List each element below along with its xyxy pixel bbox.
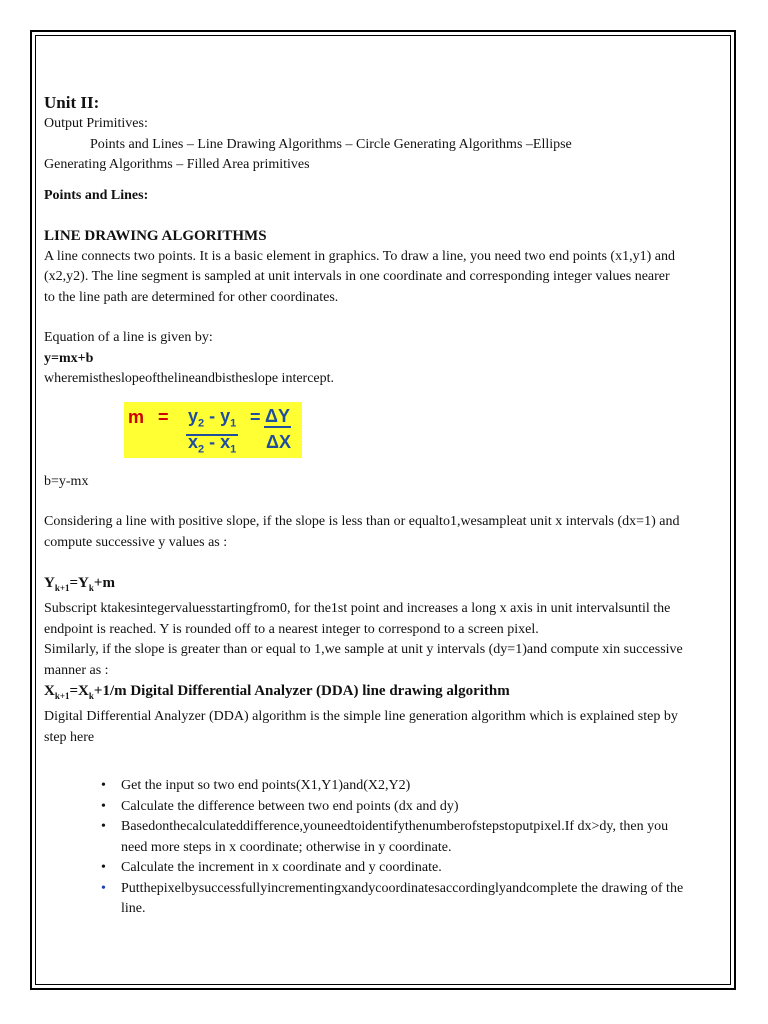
points-lines-heading: Points and Lines: [44,187,149,203]
dda-paragraph: Digital Differential Analyzer (DDA) algorithm is the simple line generation algorithm which is explained step by step here [44,709,678,745]
subscript-paragraph: Subscript ktakesintegervaluesstartingfrom0, for the1st point and increases a long x axis in unit intervalsuntil the endpoint is reached. Y is rounded off to a nearest integer to correspond to a screen pixel. [44,601,671,637]
b-equation: b=y-mx [44,473,89,489]
output-primitives-label: Output Primitives: [44,116,148,131]
similarly-paragraph: Similarly, if the slope is greater than or equal to 1,we sample at unit y intervals (dy=1)and compute xin successive manner as : [44,642,683,678]
formula-delta-y: ΔY [264,406,291,429]
topics-line-1: Points and Lines – Line Drawing Algorithms – Circle Generating Algorithms –Ellipse [90,136,572,152]
formula-m: m [128,406,145,427]
slope-formula-image [124,402,302,458]
yk-formula: $Y_{k+1}=Y_k+m$ [44,575,115,593]
line-drawing-algorithms-heading: LINE DRAWING ALGORITHMS [44,228,267,244]
positive-slope-paragraph: Considering a line with positive slope, if the slope is less than or equalto1,wesampleat unit x intervals (dx=1) and compute successive y values as : [44,514,680,550]
document-content [44,92,684,920]
formula-denominator: $x_2 - x_1$ [188,431,237,456]
formula-delta-x: ΔX [266,431,291,452]
formula-numerator: $y_2 - y_1$ [186,406,238,436]
list-item: • Get the input so two end points(X1,Y1)and(X2,Y2) [121,776,684,797]
formula-equals-1: = [158,406,169,427]
unit-title: Unit II: [44,93,100,112]
dda-steps-list [44,776,684,920]
equation-intro: Equation of a line is given by: [44,330,213,345]
equation-note: wheremistheslopeofthelineandbistheslope intercept. [44,371,335,386]
list-item: • Calculate the increment in x coordinate and y coordinate. [121,858,684,879]
line-equation: y=mx+b [44,350,94,366]
xk-formula-dda-heading: $X_{k+1}=X_k+1/m$ Digital Differential Analyzer (DDA) line drawing algorithm [44,683,510,701]
formula-equals-2: = [250,406,261,427]
lda-paragraph: A line connects two points. It is a basic element in graphics. To draw a line, you need two end points (x1,y1) and (x2,y2). The line segment is sampled at unit intervals in one coordinate and corresponding integer values nearer to the line path are determined for other coordinates. [44,248,675,305]
list-item: • Calculate the difference between two end points (dx and dy) [121,797,684,818]
list-item: • Putthepixelbysuccessfullyincrementingxandycoordinatesaccordinglyandcomplete the drawing of the line. [121,879,684,920]
list-item: • Basedonthecalculateddifference,youneedtoidentifythenumberofstepstoputpixel.If dx>dy, then you need more steps in x coordinate; otherwise in y coordinate. [121,817,684,858]
topics-line-2: Generating Algorithms – Filled Area primitives [44,157,310,172]
